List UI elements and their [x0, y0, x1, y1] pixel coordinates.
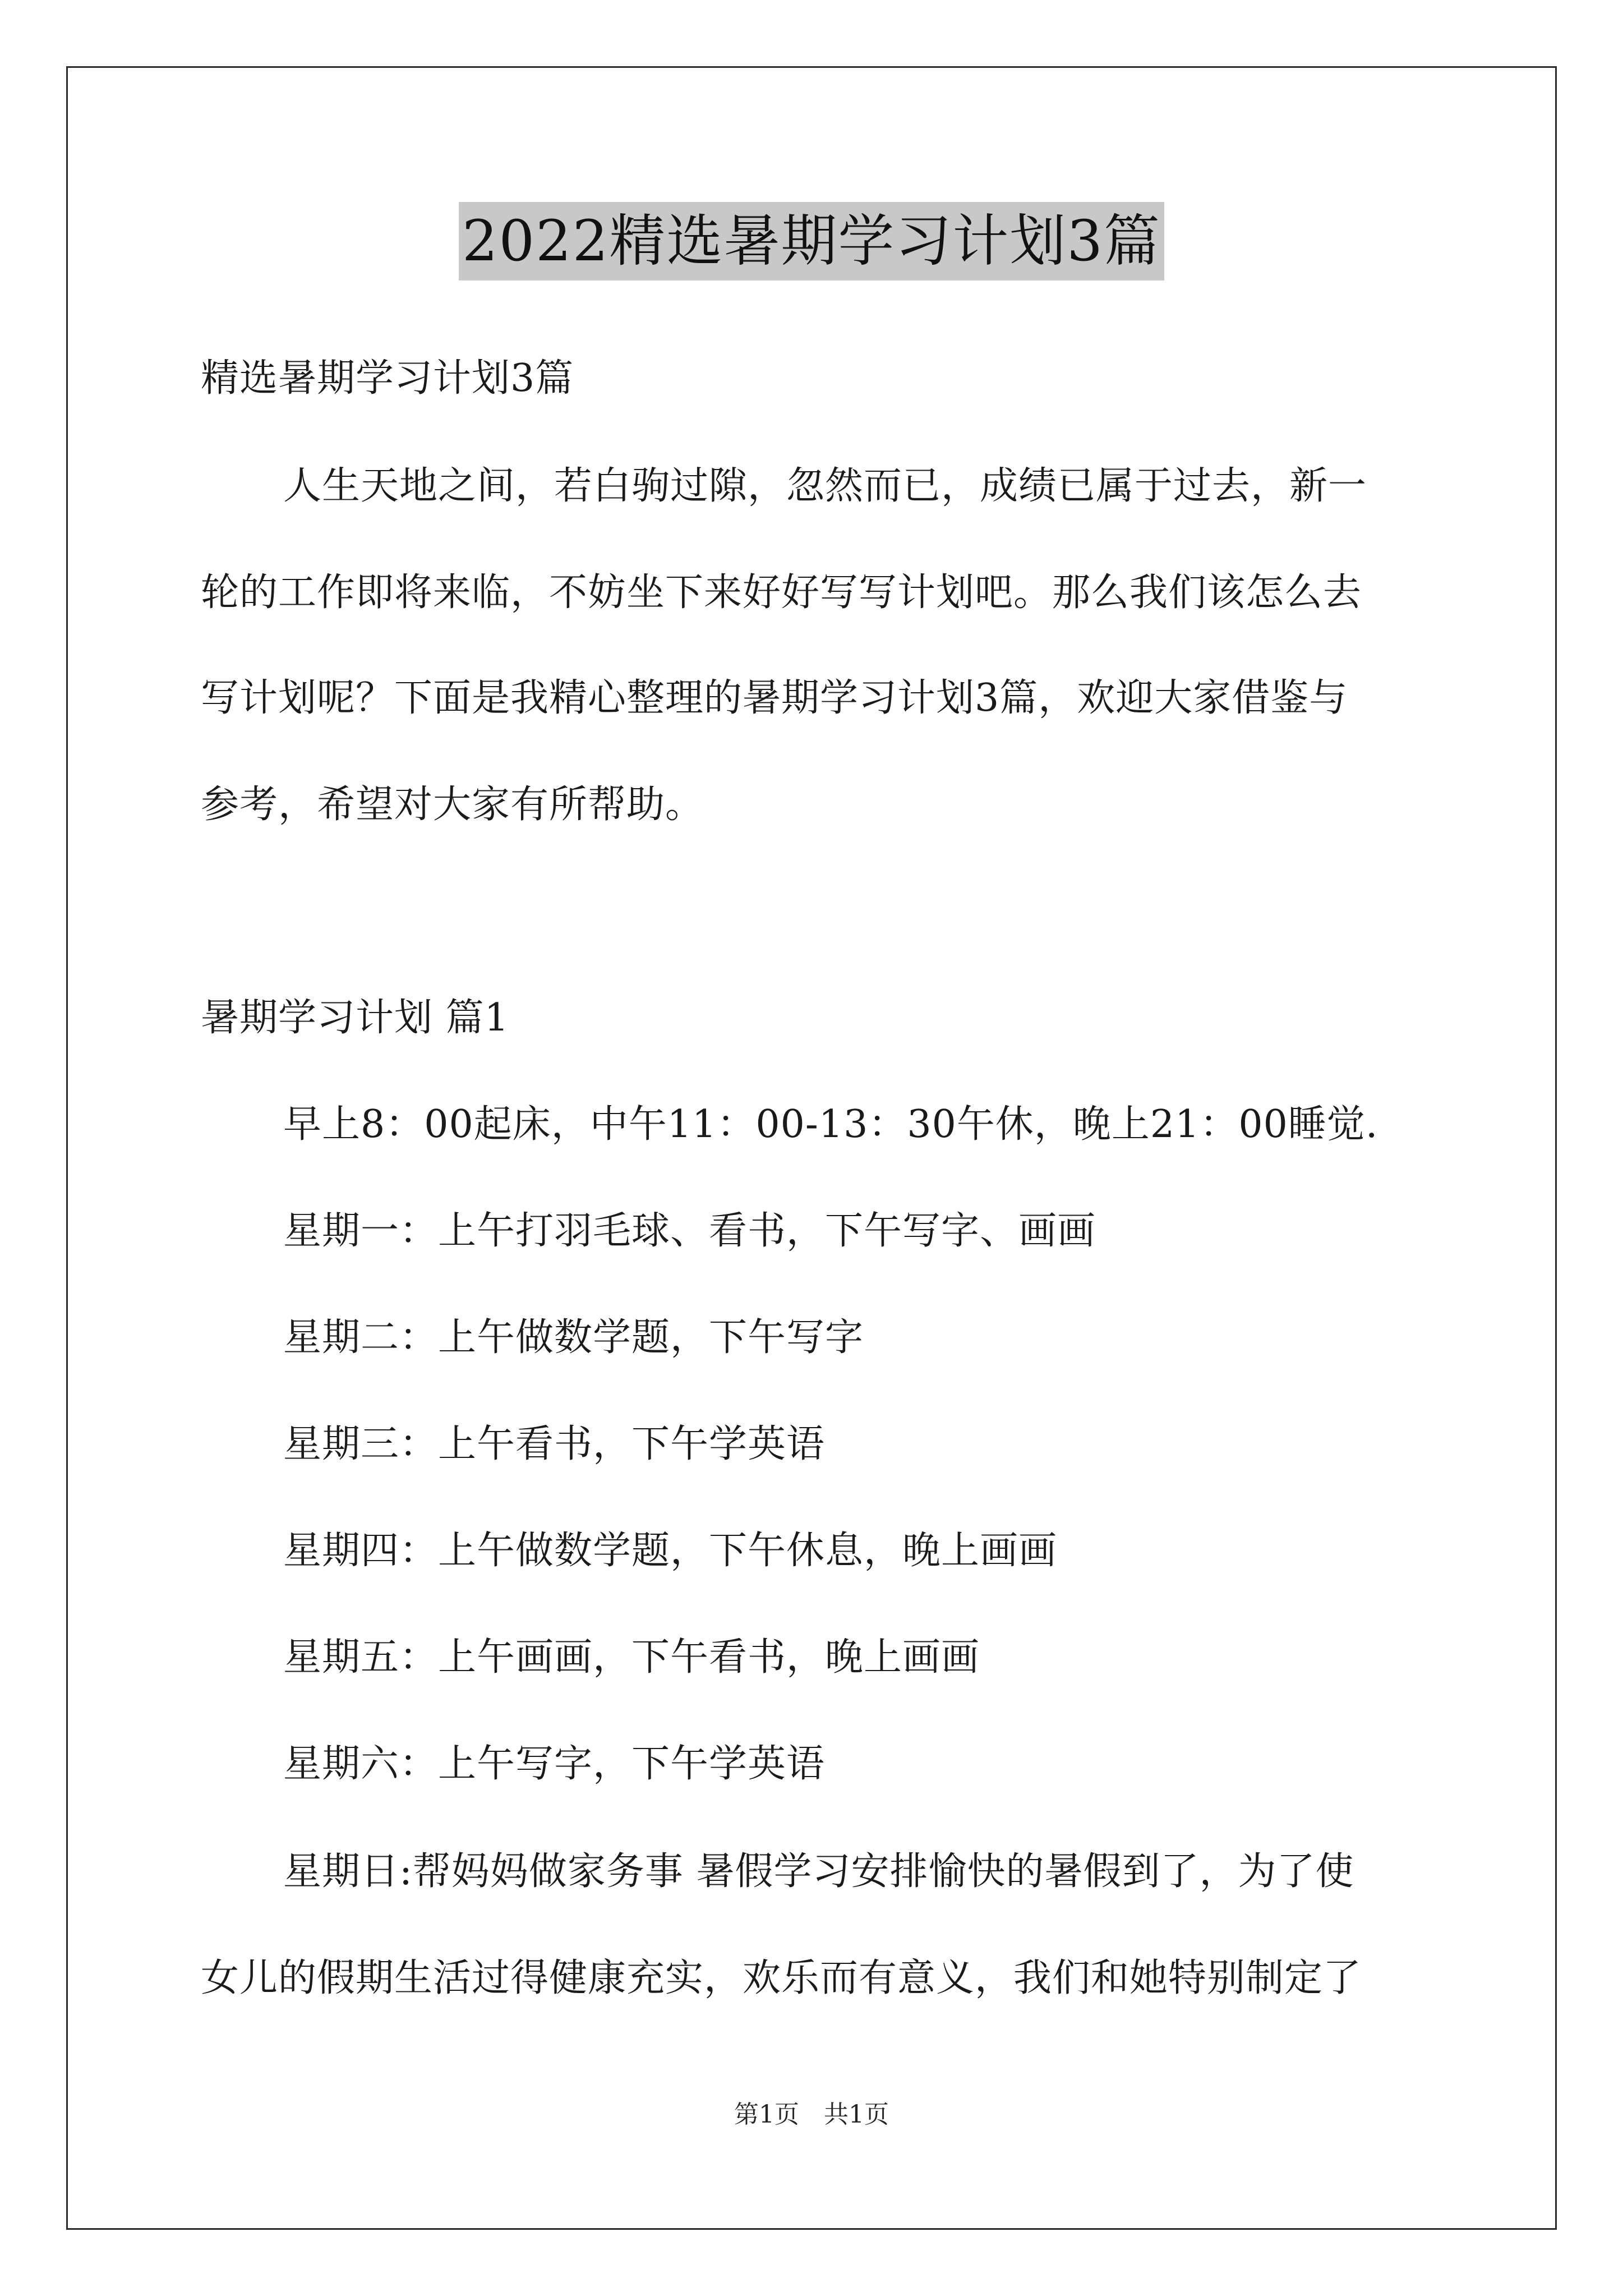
document-subtitle: 精选暑期学习计划3篇	[201, 356, 574, 401]
intro-line: 写计划呢？下面是我精心整理的暑期学习计划3篇，欢迎大家借鉴与	[201, 676, 1348, 720]
intro-line: 人生天地之间，若白驹过隙，忽然而已，成绩已属于过去，新一	[283, 464, 1367, 508]
schedule-line: 早上8：00起床，中午11：00-13：30午休，晚上21：00睡觉.	[283, 1102, 1378, 1147]
schedule-line: 星期四：上午做数学题，下午休息，晚上画画	[283, 1529, 1058, 1573]
schedule-line: 星期二：上午做数学题，下午写字	[283, 1315, 864, 1360]
intro-line: 轮的工作即将来临，不妨坐下来好好写写计划吧。那么我们该怎么去	[201, 570, 1362, 615]
schedule-line: 星期六：上午写字，下午学英语	[283, 1742, 826, 1786]
schedule-line: 星期五：上午画画，下午看书，晚上画画	[283, 1635, 980, 1680]
page-footer: 第1页 共1页	[734, 2100, 889, 2129]
document-title: 2022精选暑期学习计划3篇	[459, 202, 1164, 280]
closing-line: 星期日:帮妈妈做家务事 暑假学习安排愉快的暑假到了，为了使	[283, 1849, 1354, 1894]
intro-line: 参考，希望对大家有所帮助。	[201, 783, 704, 827]
title-container	[0, 202, 1623, 280]
section-heading: 暑期学习计划 篇1	[201, 996, 509, 1040]
closing-line: 女儿的假期生活过得健康充实，欢乐而有意义，我们和她特别制定了	[201, 1956, 1362, 2000]
schedule-line: 星期一：上午打羽毛球、看书，下午写字、画画	[283, 1209, 1096, 1253]
schedule-line: 星期三：上午看书，下午学英语	[283, 1422, 826, 1466]
